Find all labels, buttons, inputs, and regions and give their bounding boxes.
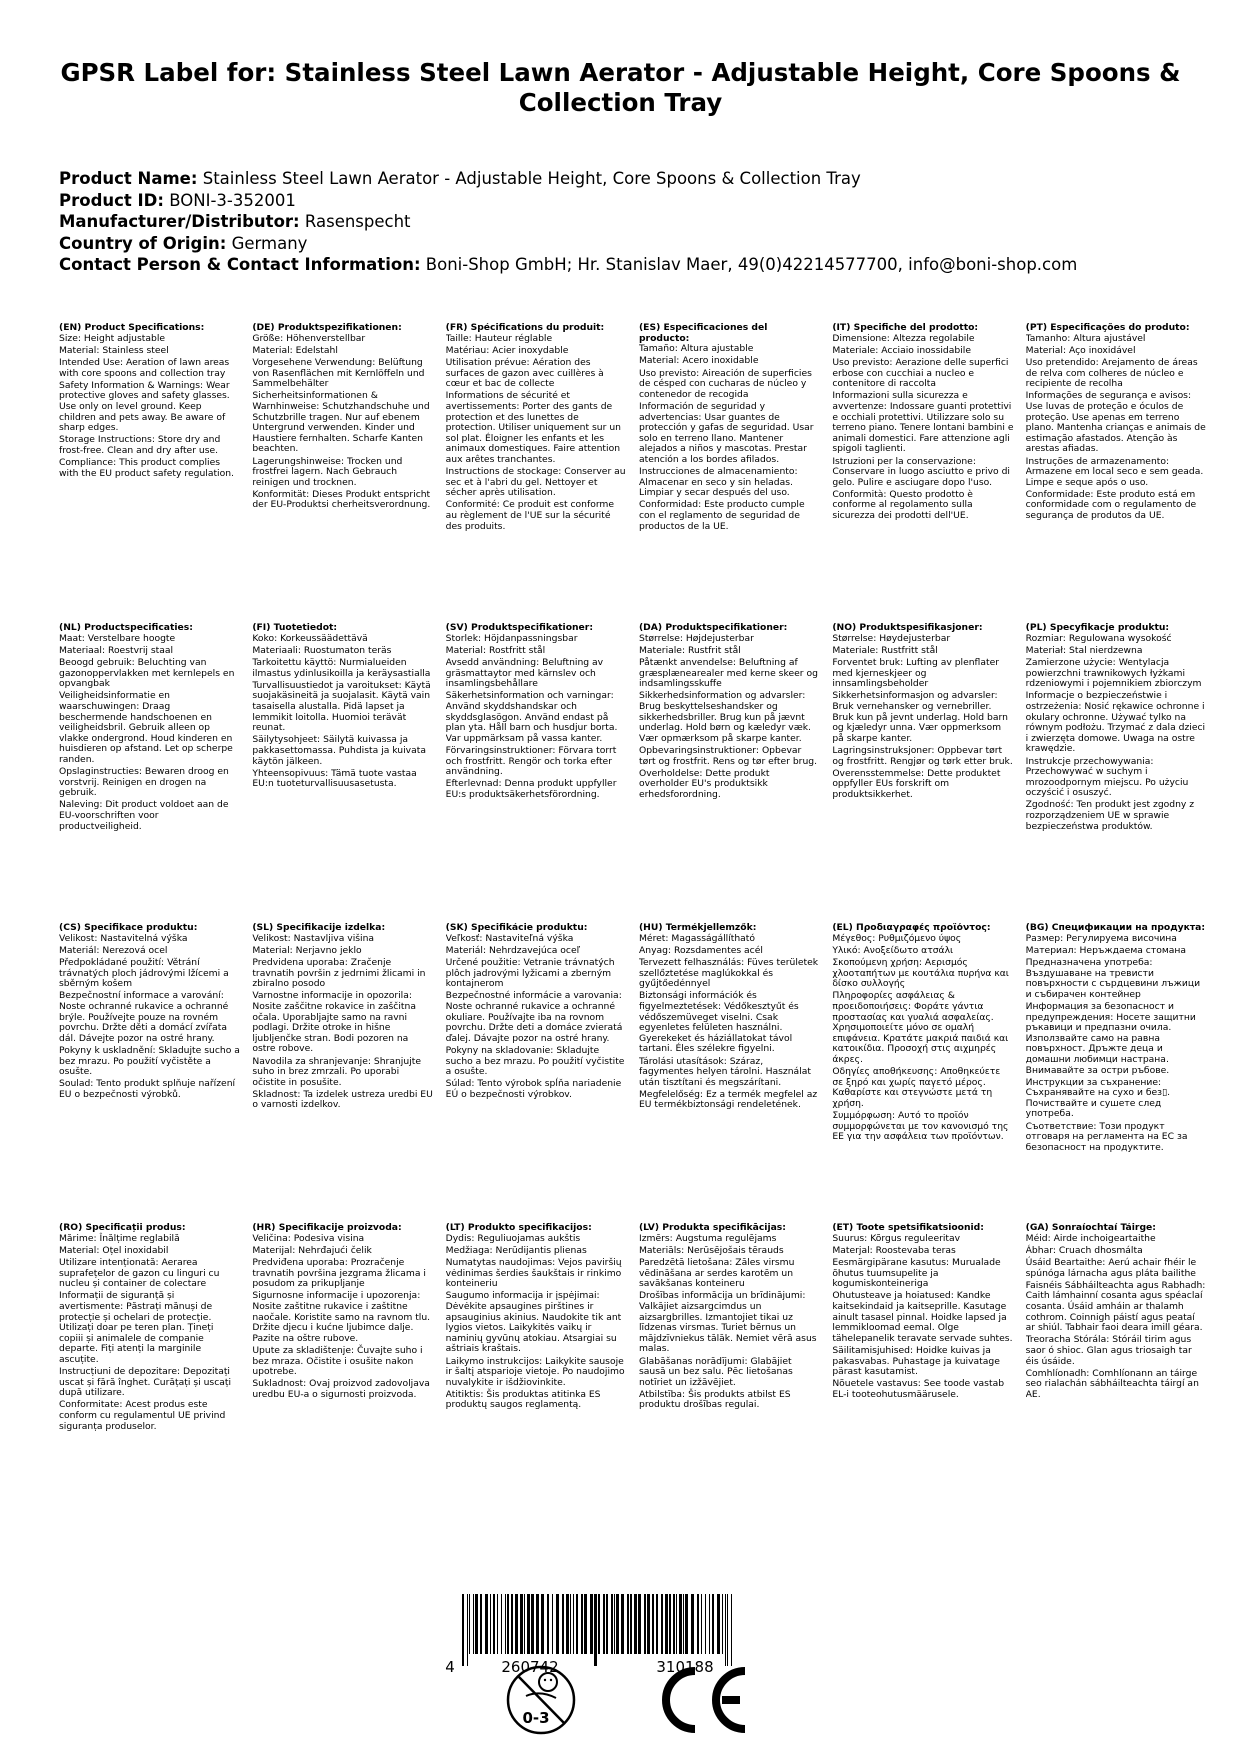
spec-line: Veličina: Podesiva visina [252, 1232, 365, 1244]
spec-line: Tarkoitettu käyttö: Nurmialueiden ilmastus ydinlusikoilla ja keräysastialla [252, 656, 431, 679]
barcode-bar [614, 1594, 615, 1654]
spec-line: Materiale: Acciaio inossidabile [832, 344, 971, 356]
spec-line: Zamierzone użycie: Wentylacja powierzchni trawnikowych łyżkami rdzeniowymi i pojemnikiem zbiorczym [1025, 656, 1202, 690]
spec-heading: (SK) Špecifikácie produktu: [445, 923, 588, 933]
product-name-row [59, 168, 1199, 190]
spec-line: Izmērs: Augstuma regulējams [638, 1232, 777, 1244]
spec-line: Instructions de stockage: Conserver au sec et à l'abri du gel. Nettoyer et sécher après utilisation. [445, 466, 626, 499]
barcode-bar [669, 1594, 671, 1654]
barcode-bar [621, 1594, 624, 1654]
spec-line: Anyag: Rozsdamentes acél [638, 944, 763, 956]
spec-line: Safety Information & Warnings: Wear protective gloves and safety glasses. Use only on level ground. Keep children and pets away. Be aware of sharp edges. [59, 379, 230, 434]
spec-line: Uso previsto: Aireación de superficies de césped con cucharas de núcleo y contenedor de recogida [638, 367, 812, 400]
barcode-bar [541, 1594, 544, 1654]
barcode-bar [656, 1594, 658, 1654]
spec-line: Avsedd användning: Beluftning av gräsmattaytor med kärnslev och insamlingsbehållare [445, 656, 604, 690]
spec-line: Informazioni sulla sicurezza e avvertenze: Indossare guanti protettivi e occhiali protettivi. Utilizzare solo su terreno piano. Tenere lontani bambini e animali domestici. Fare attenzione agli spigoli taglienti. [832, 390, 1014, 455]
spec-line: Koko: Korkeussäädettävä [252, 632, 368, 644]
spec-line: Laikymo instrukcijos: Laikykite sausoje ir šaltį atsparioje vietoje. Po naudojimo nuvalykite ir išdžiovinkite. [445, 1355, 625, 1388]
spec-line: Glabāšanas norādījumi: Glabājiet sausā un bez salu. Pēc lietošanas notīriet un izžāvējiet. [638, 1355, 793, 1388]
spec-heading: (FI) Tuotetiedot: [252, 623, 338, 633]
barcode-bar [673, 1594, 675, 1654]
spec-line: Yhteensopivuus: Tämä tuote vastaa EU:n tuoteturvallisuusasetusta. [252, 767, 417, 790]
spec-line: Opbevaringsinstruktioner: Opbevar tørt og frostfrit. Rens og tør efter brug. [638, 744, 818, 767]
spec-block [59, 623, 252, 923]
barcode-bar [584, 1594, 587, 1654]
spec-line: Informații de siguranță și avertismente: Păstrați mănuși de protecție și ochelari de protecție. Utilizați doar pe teren plan. Țineți copiii și animalele de companie departe. Fiți atenți la marginile ascuțite. [59, 1290, 214, 1365]
spec-line: Sukladnost: Ovaj proizvod zadovoljava uredbu EU-a o sigurnosti proizvoda. [252, 1378, 430, 1400]
spec-line: Påtænkt anvendelse: Beluftning af græsplænearealer med kerne skeer og indsamlingsskuffe [638, 656, 818, 690]
spec-line: Размер: Регулируема височина [1025, 932, 1177, 944]
spec-line: Materiál: Nerezová ocel [59, 944, 168, 956]
spec-line: Størrelse: Højdejusterbar [638, 632, 754, 644]
spec-line: Veľkosť: Nastaviteľná výška [445, 932, 574, 944]
spec-line: Materiāls: Nerūsējošais tērauds [638, 1244, 784, 1256]
spec-line: Méret: Magasságállítható [638, 932, 756, 944]
spec-line: Conformité: Ce produit est conforme au règlement de l'UE sur la sécurité des produits. [445, 499, 615, 532]
spec-block [832, 323, 1025, 623]
spec-block [639, 923, 832, 1223]
spec-line: Uso pretendido: Arejamento de áreas de relva com colheres de núcleo e recipiente de recolha [1025, 356, 1198, 390]
barcode-bar [547, 1594, 549, 1654]
spec-line: Naleving: Dit product voldoet aan de EU-voorschriften voor productveiligheid. [59, 799, 229, 832]
spec-line: Οδηγίες αποθήκευσης: Αποθηκεύετε σε ξηρό και χωρίς παγετό μέρος. Καθαρίστε και στεγνώστε μετά τη χρήση. [832, 1066, 1001, 1109]
spec-heading: (ES) Especificaciones del producto: [638, 323, 768, 344]
spec-line: Velikost: Nastavljiva višina [252, 932, 375, 944]
barcode-bar [627, 1594, 629, 1654]
spec-line: Informações de segurança e avisos: Use luvas de proteção e óculos de proteção. Use apenas em terreno plano. Mantenha crianças e animais de estimação afastados. Atenção às arestas afiadas. [1025, 390, 1206, 455]
barcode-bar [697, 1594, 699, 1654]
barcode-bar [490, 1594, 491, 1654]
spec-line: Información de seguridad y advertencias: Usar guantes de protección y gafas de seguridad. Usar solo en terreno llano. Mantener alejados a niños y mascotas. Prestar atención a los bordes afilados. [638, 400, 814, 465]
spec-block [446, 1223, 639, 1523]
spec-line: Varnostne informacije in opozorila: Nosite zaščitne rokavice in zaščitna očala. Uporabljajte samo na ravni podlagi. Držite otroke in hišne ljubljenčke stran. Bodi pozoren na ostre robove. [252, 990, 416, 1055]
spec-heading: (RO) Specificații produs: [59, 1223, 186, 1233]
spec-block [1026, 923, 1219, 1223]
spec-line: Biztonsági információk és figyelmeztetések: Védőkesztyűt és védőszemüveget viselni. Csak egyenletes felületen használni. Gyerekeket és háziállatokat távol tartani. Éles szélekre figyelni. [638, 990, 799, 1055]
spec-line: Saugumo informacija ir įspėjimai: Dėvėkite apsaugines pirštines ir apsauginius akinius. Naudokite tik ant lygios vietos. Laikykitės vaikų ir naminių gyvūnų atokiau. Atsargiai su aštriais kraštais. [445, 1290, 622, 1355]
spec-heading: (PL) Specyfikacje produktu: [1025, 623, 1170, 633]
spec-line: Soulad: Tento produkt splňuje nařízení EU o bezpečnosti výrobků. [59, 1078, 236, 1100]
spec-line: Tamanho: Altura ajustável [1025, 332, 1146, 344]
spec-line: Comhlíonadh: Comhlíonann an táirge seo rialachán sábháilteachta táirgí an AE. [1025, 1367, 1199, 1400]
spec-line: Nõuetele vastavus: See toode vastab EL-i tooteohutusmäärusele. [832, 1378, 1005, 1400]
spec-line: Méid: Airde inchoigeartaithe [1025, 1232, 1156, 1244]
spec-line: Material: Nerjavno jeklo [252, 944, 362, 956]
spec-line: Skladnost: Ta izdelek ustreza uredbi EU o varnosti izdelkov. [252, 1088, 433, 1111]
spec-heading: (ET) Toote spetsifikatsioonid: [832, 1223, 984, 1233]
spec-line: Material: Acero inoxidable [638, 355, 759, 367]
spec-line: Conformidad: Este producto cumple con el reglamento de seguridad de productos de la UE. [638, 499, 805, 532]
spec-line: Instrucciones de almacenamiento: Almacenar en seco y sin heladas. Limpiar y secar después del uso. [638, 466, 798, 499]
spec-heading: (BG) Спецификации на продукта: [1025, 923, 1206, 933]
spec-block [1026, 1223, 1219, 1523]
info-label: Product Name: [59, 169, 198, 188]
spec-line: Sigurnosne informacije i upozorenja: Nosite zaštitne rukavice i zaštitne naočale. Koristite samo na ravnom tlu. Držite djecu i kućne ljubimce dalje. Pazite na oštre rubove. [252, 1290, 431, 1344]
spec-line: Säilytysohjeet: Säilytä kuivassa ja pakkasettomassa. Puhdista ja kuivata käytön jälkeen. [252, 734, 426, 767]
spec-line: Súlad: Tento výrobok spĺňa nariadenie EÚ o bezpečnosti výrobkov. [445, 1078, 622, 1100]
spec-line: Material: Edelstahl [252, 344, 338, 356]
spec-block [832, 623, 1025, 923]
barcode-bar [638, 1594, 641, 1654]
barcode-bar [475, 1594, 478, 1654]
barcode-bar [576, 1594, 578, 1654]
spec-line: Lagringsinstruksjoner: Oppbevar tørt og frostfritt. Rengjør og tørk etter bruk. [832, 744, 1013, 767]
barcode-digits-right: 310188 [656, 1658, 714, 1676]
spec-line: Suurus: Kõrgus reguleeritav [832, 1232, 961, 1244]
spec-block [59, 323, 252, 623]
spec-line: Vorgesehene Verwendung: Belüftung von Rasenflächen mit Kernlöffeln und Sammelbehälter [252, 356, 425, 390]
spec-heading: (EL) Προδιαγραφές προϊόντος: [832, 923, 991, 933]
info-value: Stainless Steel Lawn Aerator - Adjustable Height, Core Spoons & Collection Tray [202, 169, 861, 188]
spec-line: Informacje o bezpieczeństwie i ostrzeżenia: Nosić rękawice ochronne i okulary ochronne. Używać tylko na równym podłożu. Trzymać z dala dzieci i zwierzęta domowe. Uwaga na ostre krawędzie. [1025, 690, 1206, 755]
barcode-bar [712, 1594, 714, 1654]
spec-line: Instrucțiuni de depozitare: Depozitați uscat și fără înghet. Curățați și uscați după utilizare. [59, 1366, 232, 1399]
spec-line: Megfelelőség: Ez a termék megfelel az EU termékbiztonsági rendeletének. [638, 1088, 818, 1111]
barcode-bar [536, 1594, 539, 1654]
spec-line: Taille: Hauteur réglable [445, 332, 553, 344]
spec-line: Uso previsto: Aerazione delle superfici erbose con cucchiai a nucleo e contenitore di raccolta [832, 356, 1009, 390]
info-label: Contact Person & Contact Information: [59, 255, 421, 274]
spec-line: Συμμόρφωση: Αυτό το προϊόν συμμορφώνεται με τον κανονισμό της ΕΕ για την ασφάλεια των προϊόντων. [832, 1110, 1009, 1143]
spec-line: Материал: Неръждаема стомана [1025, 944, 1187, 956]
barcode-bar [685, 1594, 688, 1654]
spec-line: Upute za skladištenje: Čuvajte suho i bez mraza. Očistite i osušite nakon upotrebe. [252, 1344, 423, 1378]
spec-line: Atbilstība: Šis produkts atbilst ES produktu drošības regulai. [638, 1388, 791, 1411]
barcode-bar [566, 1594, 569, 1654]
barcode-bar [590, 1594, 593, 1654]
spec-line: Numatytas naudojimas: Vejos paviršių vėdinimas šerdies šaukštais ir rinkimo konteineriu [445, 1256, 622, 1290]
spec-line: Säkerhetsinformation och varningar: Använd skyddshandskar och skyddsglasögon. Använd endast på plan yta. Håll barn och husdjur borta. Var uppmärksam på vassa kanter. [445, 690, 618, 744]
spec-line: Medžiaga: Nerūdijantis plienas [445, 1244, 587, 1256]
spec-block [639, 623, 832, 923]
barcode-bar [647, 1594, 650, 1654]
spec-line: Atitiktis: Šis produktas atitinka ES produktų saugos reglamentą. [445, 1388, 601, 1411]
spec-line: Storage Instructions: Store dry and frost-free. Clean and dry after use. [59, 434, 221, 456]
spec-line: Utilisation prévue: Aération des surfaces de gazon avec cuillères à cœur et bac de collecte [445, 356, 604, 390]
barcode-bar [515, 1594, 518, 1654]
barcode-bar [573, 1594, 574, 1654]
spec-line: Förvaringsinstruktioner: Förvara torrt och frostfritt. Rengör och torka efter användning. [445, 744, 617, 778]
spec-block [446, 623, 639, 923]
spec-heading: (NO) Produktspesifikasjoner: [832, 623, 983, 633]
spec-heading: (DE) Produktspezifikationen: [252, 323, 402, 333]
spec-line: Navodila za shranjevanje: Shranjujte suho in brez zmrzali. Po uporabi očistite in posušite. [252, 1055, 421, 1088]
spec-line: Predvidena uporaba: Zračenje travnatih površin z jedrnimi žlicami in zbiralno posodo [252, 956, 426, 990]
age-warning-text: 0-3 [522, 1709, 550, 1727]
spec-line: Инструкции за съхранение: Съхранявайте на сухо и без▯. Почиствайте и сушете след употреба. [1025, 1076, 1171, 1120]
spec-heading: (LV) Produkta specifikācijas: [638, 1223, 786, 1233]
spec-line: Υλικό: Ανοξείδωτο ατσάλι [832, 944, 954, 956]
barcode-bar [507, 1594, 509, 1654]
barcode-bar [679, 1594, 682, 1654]
info-value: BONI-3-352001 [169, 190, 296, 210]
spec-block [1026, 623, 1219, 923]
spec-line: Instruções de armazenamento: Armazene em local seco e sem geada. Limpe e seque após o uso. [1025, 455, 1204, 488]
barcode-bar [473, 1594, 474, 1654]
barcode-bar [581, 1594, 583, 1654]
spec-line: Treoracha Stórála: Stóráil tirim agus saor ó shioc. Glan agus triosaigh tar éis úsáide. [1025, 1334, 1192, 1367]
barcode-bar [616, 1594, 619, 1654]
barcode-bar [630, 1594, 632, 1654]
spec-line: Opslaginstructies: Bewaren droog en vorstvrij. Reinigen en drogen na gebruik. [59, 766, 229, 799]
spec-line: Drošības informācija un brīdinājumi: Valkājiet aizsargcimdus un aizsargbrilles. Izmantojiet tikai uz līdzenas virsmas. Turiet bērnus un mājdzīvniekus tālāk. Nemiet vērā asus malas. [638, 1290, 817, 1355]
barcode-bar [531, 1594, 534, 1654]
barcode-bar [634, 1594, 637, 1654]
barcode-bar [511, 1594, 513, 1654]
barcode-bar [497, 1594, 498, 1654]
spec-line: Istruzioni per la conservazione: Conservare in luogo asciutto e privo di gelo. Pulire e asciugare dopo l'uso. [832, 455, 1010, 488]
spec-line: Größe: Höhenverstellbar [252, 332, 366, 344]
spec-line: Tárolási utasítások: Száraz, fagymentes helyen tárolni. Használat után tisztítani és megszárítani. [638, 1055, 811, 1088]
spec-line: Mărime: Înălțime reglabilă [59, 1232, 180, 1244]
spec-block [59, 923, 252, 1223]
barcode-bar [683, 1594, 684, 1654]
barcode-bar [661, 1594, 663, 1654]
barcode-bar [606, 1594, 608, 1654]
spec-heading: (CS) Specifikace produktu: [59, 923, 198, 933]
barcode-bar [665, 1594, 668, 1654]
spec-line: Dimensione: Altezza regolabile [832, 332, 975, 344]
barcode-bar [644, 1594, 646, 1654]
barcode-bar [598, 1594, 600, 1654]
barcode-bar [652, 1594, 654, 1654]
info-value: Germany [231, 233, 308, 253]
spec-heading: (NL) Productspecificaties: [59, 623, 193, 633]
barcode-bar [493, 1594, 495, 1654]
barcode-bar [524, 1594, 525, 1654]
spec-block [59, 1223, 252, 1523]
spec-line: Pokyny na skladovanie: Skladujte suchо a bez mrazu. Po použití vyčistite a osušte. [445, 1044, 625, 1078]
barcode-bar [676, 1594, 677, 1654]
page-title: GPSR Label for: Stainless Steel Lawn Aerator - Adjustable Height, Core Spoons & Collection Tray [60, 58, 1181, 117]
spec-line: Πληροφορίες ασφάλειας & προειδοποιήσεις: Φοράτε γάντια προστασίας και γυαλιά ασφαλείας. Χρησιμοποιείτε μόνο σε ομαλή επιφάνεια. Κρατάτε μακριά παιδιά και κατοικίδια. Προσοχή στις αιχμηρές άκρες. [832, 990, 1009, 1065]
spec-line: Pokyny k uskladnění: Skladujte suchо a bez mrazu. Po použití vyčistěte a osušte. [59, 1044, 240, 1078]
spec-block [832, 923, 1025, 1223]
spec-line: Veiligheidsinformatie en waarschuwingen: Draag beschermende handschoenen en veiligheidsbril. Gebruik alleen op vlakke ondergrond. Houd kinderen en huisdieren op afstand. Let op scherpe randen. [59, 690, 233, 765]
spec-line: Overholdelse: Dette produkt overholder EU's produktsikk erhedsforordning. [638, 767, 770, 800]
contact-row [59, 254, 1199, 276]
spec-line: Säilitamisjuhised: Hoidke kuivas ja pakasvabas. Puhastage ja kuivatage pärast kasutamist. [832, 1344, 1000, 1378]
spec-heading: (HU) Termékjellemzők: [638, 923, 757, 933]
spec-line: Conformitate: Acest produs este conform cu regulamentul UE privind siguranța produselor. [59, 1399, 226, 1432]
spec-line: Bezpečnostné informácie a varovania: Noste ochranné rukavice a ochranné okuliare. Používajte iba na rovnom povrchu. Držte deti a domáce zvieratá ďalej. Dávajte pozor na ostré hrany. [445, 990, 623, 1044]
spec-line: Materiale: Rustfrit stål [638, 644, 741, 656]
spec-line: Předpokládané použití: Větrání trávnatých ploch jádrovými lžícemi a sběrným košem [59, 956, 229, 990]
spec-line: Úsáid Beartaithe: Aerú achair fhéir le spúnóga lárnacha agus pláta bailithe [1025, 1256, 1197, 1279]
spec-block [252, 323, 445, 623]
spec-line: Overensstemmelse: Dette produktet oppfyller EUs forskrift om produktsikkerhet. [832, 767, 1001, 800]
spec-line: Tervezett felhasználás: Füves területek szellőztetése maglúkokkal és gyűjtőedénnyel [638, 956, 819, 990]
barcode-bar [562, 1594, 564, 1654]
spec-line: Efterlevnad: Denna produkt uppfyller EU:s produktsäkerhetsförordning. [445, 778, 617, 800]
spec-line: Konformität: Dieses Produkt entspricht der EU-Produktsi cherheitsverordnung. [252, 488, 431, 511]
barcode-digits-left: 260742 [501, 1658, 559, 1676]
spec-line: Materiál: Nehrdzavejúca oceľ [445, 944, 581, 956]
spec-heading: (HR) Specifikacije proizvoda: [252, 1223, 402, 1233]
spec-line: Matériau: Acier inoxydable [445, 344, 569, 356]
spec-line: Material: Rostfritt stål [445, 644, 546, 656]
age-warning-0-3-icon [508, 1667, 574, 1733]
spec-line: Určené použitie: Vetranie trávnatých plôch jadrovými lyžicami a zberným kontajnerom [445, 956, 615, 990]
spec-line: Предназначена употреба: Въздушаване на тревисти повърхности с сърдцевини лъжици и събирачен контейнер [1025, 956, 1201, 1000]
spec-line: Predviđena uporaba: Prozračenje travnatih površina jezgrama žlicama i posudom za prikupljanje [252, 1256, 426, 1290]
spec-line: Forventet bruk: Lufting av plenflater med kjerneskjeer og innsamlingsbeholder [832, 656, 1000, 690]
spec-line: Storlek: Höjdanpassningsbar [445, 632, 578, 644]
barcode-bar [611, 1594, 613, 1654]
barcode-bar [556, 1594, 559, 1654]
spec-line: Tamaño: Altura ajustable [638, 343, 754, 355]
spec-block [446, 923, 639, 1223]
spec-line: Conformidade: Este produto está em conformidade com o regulamento de segurança de produtos da UE. [1025, 488, 1197, 522]
spec-grid [59, 323, 1219, 1523]
spec-block [1026, 323, 1219, 623]
spec-line: Bezpečnostní informace a varování: Noste ochranné rukavice a ochranné brýle. Používejte pouze na rovném povrchu. Držte děti a domácí zvířata dál. Dávejte pozor na ostré hrany. [59, 990, 229, 1044]
spec-line: Utilizare intenționată: Aerarea suprafețelor de gazon cu linguri cu nucleu și container de colectare [59, 1256, 220, 1290]
barcode-bar [469, 1594, 470, 1654]
spec-heading: (SL) Specifikacije izdelka: [252, 923, 386, 933]
spec-line: Eesmärgipärane kasutus: Murualade õhutus tuumsupelite ja kogumiskonteineriga [832, 1256, 1001, 1290]
spec-heading: (FR) Spécifications du produit: [445, 323, 605, 333]
spec-line: Sicherheitsinformationen & Warnhinweise: Schutzhandschuhe und Schutzbrille tragen. Nur auf ebenem Untergrund verwenden. Kinder und Haustiere fernhalten. Scharfe Kanten beachten. [252, 390, 430, 455]
product-id-row [59, 190, 1199, 212]
manufacturer-row [59, 211, 1199, 233]
barcode-bar [709, 1594, 710, 1654]
spec-heading: (PT) Especificações do produto: [1025, 323, 1190, 333]
spec-line: Materiaali: Ruostumaton teräs [252, 644, 392, 656]
spec-line: Conformità: Questo prodotto è conforme al regolamento sulla sicurezza dei prodotti dell'UE. [832, 488, 973, 522]
spec-line: Ábhar: Cruach dhosmálta [1025, 1244, 1143, 1256]
spec-line: Lagerungshinweise: Trocken und frostfrei lagern. Nach Gebrauch reinigen und trocknen. [252, 455, 403, 488]
spec-line: Beoogd gebruik: Beluchting van gazonoppervlakken met kernlepels en opvangbak [59, 656, 235, 690]
spec-block [446, 323, 639, 623]
spec-line: Ohutusteave ja hoiatused: Kandke kaitsekindaid ja kaitseprille. Kasutage ainult tasasel pinnal. Hoidke lapsed ja lemmikloomad eemal. Olge tähelepanelik teravate servade suhtes. [832, 1290, 1013, 1344]
spec-line: Zgodność: Ten produkt jest zgodny z rozporządzeniem UE w sprawie bezpieczeństwa produktów. [1025, 799, 1195, 832]
info-label: Manufacturer/Distributor: [59, 212, 300, 231]
spec-line: Materiale: Rustfritt stål [832, 644, 938, 656]
barcode-bar [520, 1594, 523, 1654]
spec-heading: (EN) Product Specifications: [59, 323, 205, 333]
country-row [59, 233, 1199, 255]
spec-block [639, 323, 832, 623]
spec-line: Turvallisuustiedot ja varoitukset: Käytä suojakäsineitä ja suojalasit. Käytä vain tasaisella alustalla. Pidä lapset ja lemmikit loitolla. Huomioi terävät reunat. [252, 679, 431, 734]
spec-line: Materjal: Roostevaba teras [832, 1244, 956, 1256]
spec-line: Materiaal: Roestvrij staal [59, 644, 174, 656]
spec-line: Информация за безопасност и предупреждения: Носете защитни ръкавици и предпазни очила. Използвайте само на равна повърхност. Дръжте деца и домашни любимци настрана. Внимавайте за остри ръбове. [1025, 1000, 1196, 1076]
spec-line: Material: Aço inoxidável [1025, 344, 1136, 356]
barcode-bar [501, 1594, 502, 1654]
spec-block [639, 1223, 832, 1523]
spec-line: Material: Stainless steel [59, 344, 169, 356]
spec-heading: (SV) Produktspecifikationer: [445, 623, 593, 633]
spec-line: Faisnéis Sábháilteachta agus Rabhadh: Caith lámhainní cosanta agus spéaclaí cosanta. Úsáid amháin ar thalamh cothrom. Coinnigh páistí agus peataí ar shiúl. Tabhair faoi deara imill géara. [1025, 1279, 1206, 1334]
spec-line: Compliance: This product complies with the EU product safety regulation. [59, 457, 234, 479]
spec-line: Съответствие: Този продукт отговаря на регламента на ЕС за безопасност на продуктите. [1025, 1120, 1188, 1153]
spec-line: Material: Oțel inoxidabil [59, 1244, 169, 1256]
spec-heading: (IT) Specifiche del prodotto: [832, 323, 979, 333]
spec-line: Intended Use: Aeration of lawn areas with core spoons and collection tray [59, 356, 230, 379]
spec-block [252, 1223, 445, 1523]
barcode-bar [603, 1594, 605, 1654]
spec-line: Rozmiar: Regulowana wysokość [1025, 632, 1172, 644]
barcode-bar [505, 1594, 506, 1654]
barcode-bar [705, 1594, 706, 1654]
product-info [59, 168, 1199, 276]
spec-line: Størrelse: Høydejusterbar [832, 632, 951, 644]
barcode-bar [485, 1594, 488, 1654]
barcode-bar [691, 1594, 694, 1654]
compliance-icons [0, 1648, 1241, 1754]
barcode-bar [552, 1594, 553, 1654]
barcode-bar [701, 1594, 702, 1654]
spec-line: Velikost: Nastavitelná výška [59, 932, 188, 944]
spec-heading: (LT) Produkto specifikacijos: [445, 1223, 592, 1233]
spec-block [252, 623, 445, 923]
spec-line: Maat: Verstelbare hoogte [59, 632, 176, 644]
barcode-bar [480, 1594, 482, 1654]
barcode-bar [717, 1594, 720, 1654]
spec-line: Instrukcje przechowywania: Przechowywać w suchym i mrozoodpornym miejscu. Po użyciu oczyścić i osuszyć. [1025, 755, 1189, 799]
info-label: Product ID: [59, 190, 164, 210]
info-value: Rasenspecht [304, 212, 411, 231]
spec-line: Size: Height adjustable [59, 332, 166, 344]
spec-heading: (GA) Sonraíochtaí Táirge: [1025, 1223, 1156, 1233]
spec-line: Μέγεθος: Ρυθμιζόμενο ύψος [832, 932, 962, 944]
spec-line: Dydis: Reguliuojamas aukštis [445, 1232, 581, 1244]
info-value: Boni-Shop GmbH; Hr. Stanislav Maer, 49(0)42214577700, info@boni-shop.com [425, 255, 1078, 274]
spec-line: Σκοπούμενη χρήση: Αερισμός χλοοταπήτων με κουτάλια πυρήνα και δίσκο συλλογής [832, 956, 1009, 990]
barcode-bar [570, 1594, 571, 1654]
spec-line: Informations de sécurité et avertissements: Porter des gants de protection et des lunettes de protection. Utiliser uniquement sur un sol plat. Éloigner les enfants et les animaux domestiques. Faire attention aux arêtes tranchantes. [445, 390, 621, 465]
spec-line: Sikkerhetsinformasjon og advarsler: Bruk vernehansker og vernebriller. Bruk kun på jevnt underlag. Hold barn og kjæledyr unna. Vær oppmerksom på skarpe kanter. [832, 690, 1008, 744]
spec-line: Materiał: Stal nierdzewna [1025, 644, 1143, 656]
info-label: Country of Origin: [59, 233, 227, 253]
barcode-bar [527, 1594, 530, 1654]
spec-line: Paredzētā lietošana: Zāles virsmu vēdināšana ar serdes karotēm un savākšanas konteineru [638, 1256, 795, 1290]
spec-line: Sikkerhedsinformation og advarsler: Brug beskyttelseshandsker og sikkerhedsbriller. Brug kun på jævnt underlag. Hold børn og kæledyr væk. Vær opmærksom på skarpe kanter. [638, 690, 811, 744]
spec-block [832, 1223, 1025, 1523]
spec-line: Materijal: Nehrđajući čelik [252, 1244, 372, 1256]
barcode-bar [722, 1594, 723, 1654]
spec-block [252, 923, 445, 1223]
spec-heading: (DA) Produktspecifikationer: [638, 623, 788, 633]
ce-mark-icon [666, 1671, 745, 1729]
barcode-digit-first: 4 [445, 1658, 455, 1676]
